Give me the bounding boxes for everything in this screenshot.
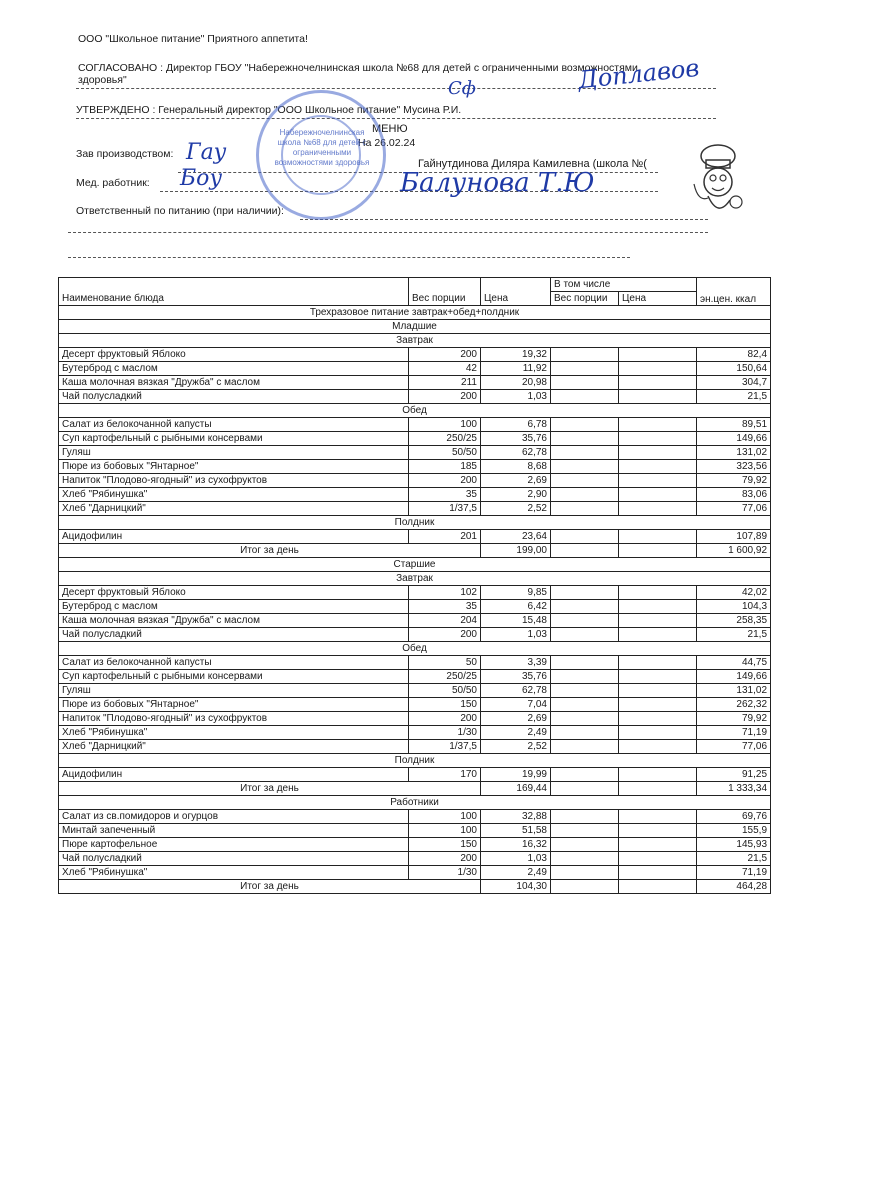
dish-name: Гуляш	[59, 684, 409, 698]
empty-cell	[619, 782, 697, 796]
menu-title: МЕНЮ	[372, 123, 408, 135]
dish-name: Десерт фруктовый Яблоко	[59, 586, 409, 600]
total-kcal: 1 600,92	[697, 544, 771, 558]
empty-cell	[551, 852, 619, 866]
table-row	[59, 866, 771, 880]
section-row	[59, 320, 771, 334]
dish-name: Суп картофельный с рыбными консервами	[59, 432, 409, 446]
dish-price: 8,68	[481, 460, 551, 474]
empty-cell	[619, 684, 697, 698]
dish-price: 2,49	[481, 866, 551, 880]
dish-price: 35,76	[481, 670, 551, 684]
empty-cell	[619, 544, 697, 558]
dish-kcal: 150,64	[697, 362, 771, 376]
empty-cell	[551, 824, 619, 838]
dish-portion: 50	[409, 656, 481, 670]
empty-cell	[551, 530, 619, 544]
dish-portion: 100	[409, 810, 481, 824]
dish-price: 6,78	[481, 418, 551, 432]
empty-cell	[551, 698, 619, 712]
dish-price: 15,48	[481, 614, 551, 628]
dish-price: 16,32	[481, 838, 551, 852]
dish-kcal: 42,02	[697, 586, 771, 600]
dish-kcal: 262,32	[697, 698, 771, 712]
empty-cell	[619, 390, 697, 404]
empty-cell	[551, 376, 619, 390]
empty-cell	[551, 432, 619, 446]
empty-cell	[619, 460, 697, 474]
empty-cell	[619, 838, 697, 852]
dish-kcal: 77,06	[697, 740, 771, 754]
table-row	[59, 698, 771, 712]
empty-cell	[619, 670, 697, 684]
dish-kcal: 107,89	[697, 530, 771, 544]
total-price: 199,00	[481, 544, 551, 558]
empty-cell	[619, 824, 697, 838]
header-energy: эн.цен. ккал	[697, 278, 771, 306]
dish-name: Бутерброд с маслом	[59, 600, 409, 614]
dish-kcal: 89,51	[697, 418, 771, 432]
table-row	[59, 712, 771, 726]
empty-cell	[619, 614, 697, 628]
agreed-line-cont: здоровья"	[78, 74, 127, 86]
section-row	[59, 642, 771, 656]
dish-price: 62,78	[481, 684, 551, 698]
dish-kcal: 155,9	[697, 824, 771, 838]
empty-cell	[551, 782, 619, 796]
dish-kcal: 304,7	[697, 376, 771, 390]
table-row	[59, 376, 771, 390]
agreed-line: СОГЛАСОВАНО : Директор ГБОУ "Набережночелнинская школа №68 для детей с ограниченными возможностями	[78, 62, 638, 74]
dish-name: Напиток "Плодово-ягодный" из сухофруктов	[59, 474, 409, 488]
table-row	[59, 614, 771, 628]
dish-portion: 35	[409, 488, 481, 502]
empty-cell	[551, 586, 619, 600]
empty-cell	[619, 628, 697, 642]
section-label: Работники	[59, 796, 771, 810]
empty-cell	[551, 810, 619, 824]
section-row	[59, 516, 771, 530]
dish-name: Хлеб "Дарницкий"	[59, 502, 409, 516]
table-row	[59, 530, 771, 544]
dish-name: Напиток "Плодово-ягодный" из сухофруктов	[59, 712, 409, 726]
dish-price: 1,03	[481, 852, 551, 866]
table-row	[59, 446, 771, 460]
dish-portion: 211	[409, 376, 481, 390]
total-row	[59, 880, 771, 894]
table-row	[59, 502, 771, 516]
dish-name: Хлеб "Дарницкий"	[59, 740, 409, 754]
section-row	[59, 754, 771, 768]
empty-cell	[551, 460, 619, 474]
dish-portion: 1/37,5	[409, 502, 481, 516]
table-row	[59, 670, 771, 684]
dish-kcal: 145,93	[697, 838, 771, 852]
dish-portion: 100	[409, 824, 481, 838]
production-head-label: Зав производством:	[76, 148, 174, 160]
empty-cell	[619, 866, 697, 880]
dish-price: 2,52	[481, 502, 551, 516]
dish-portion: 150	[409, 838, 481, 852]
dish-name: Каша молочная вязкая "Дружба" с маслом	[59, 376, 409, 390]
table-row	[59, 726, 771, 740]
table-row	[59, 838, 771, 852]
empty-cell	[551, 768, 619, 782]
approval-signature: Сф	[448, 78, 476, 99]
empty-cell	[619, 530, 697, 544]
dish-portion: 1/30	[409, 866, 481, 880]
section-row	[59, 334, 771, 348]
chef-mascot-icon	[688, 142, 750, 220]
dish-name: Салат из белокочанной капусты	[59, 656, 409, 670]
empty-cell	[619, 740, 697, 754]
responsible-label: Ответственный по питанию (при наличии):	[76, 205, 284, 217]
signature-line	[68, 232, 708, 233]
empty-cell	[619, 446, 697, 460]
menu-table	[58, 277, 771, 894]
dish-kcal: 131,02	[697, 446, 771, 460]
table-row	[59, 810, 771, 824]
empty-cell	[619, 600, 697, 614]
dish-name: Чай полусладкий	[59, 628, 409, 642]
dish-kcal: 131,02	[697, 684, 771, 698]
section-label: Полдник	[59, 516, 771, 530]
section-row	[59, 558, 771, 572]
dish-price: 7,04	[481, 698, 551, 712]
empty-cell	[619, 474, 697, 488]
official-stamp	[256, 90, 386, 220]
header-dish-name: Наименование блюда	[59, 278, 409, 306]
medic-label: Мед. работник:	[76, 177, 150, 189]
dish-kcal: 104,3	[697, 600, 771, 614]
dish-portion: 50/50	[409, 446, 481, 460]
total-row	[59, 544, 771, 558]
dish-price: 3,39	[481, 656, 551, 670]
section-row	[59, 796, 771, 810]
dish-price: 23,64	[481, 530, 551, 544]
empty-cell	[619, 768, 697, 782]
medic-name-signature: Балунова Т.Ю	[400, 168, 595, 198]
table-row	[59, 362, 771, 376]
dish-portion: 204	[409, 614, 481, 628]
empty-cell	[551, 446, 619, 460]
header-price: Цена	[481, 278, 551, 306]
table-row	[59, 348, 771, 362]
dish-name: Чай полусладкий	[59, 390, 409, 404]
empty-cell	[551, 684, 619, 698]
dish-portion: 250/25	[409, 670, 481, 684]
company-line: ООО "Школьное питание" Приятного аппетита!	[78, 33, 308, 45]
empty-cell	[619, 810, 697, 824]
dish-name: Десерт фруктовый Яблоко	[59, 348, 409, 362]
empty-cell	[551, 502, 619, 516]
table-row	[59, 390, 771, 404]
dish-portion: 102	[409, 586, 481, 600]
dish-portion: 250/25	[409, 432, 481, 446]
empty-cell	[551, 866, 619, 880]
dish-price: 9,85	[481, 586, 551, 600]
dish-portion: 150	[409, 698, 481, 712]
dish-portion: 200	[409, 712, 481, 726]
empty-cell	[619, 586, 697, 600]
section-label: Завтрак	[59, 334, 771, 348]
total-label: Итог за день	[59, 544, 481, 558]
total-price: 104,30	[481, 880, 551, 894]
dish-portion: 170	[409, 768, 481, 782]
empty-cell	[619, 362, 697, 376]
director-signature: Доплавов	[576, 53, 701, 95]
table-row	[59, 824, 771, 838]
empty-cell	[619, 880, 697, 894]
table-row	[59, 852, 771, 866]
dish-kcal: 21,5	[697, 852, 771, 866]
empty-cell	[619, 712, 697, 726]
dish-price: 32,88	[481, 810, 551, 824]
dish-name: Хлеб "Рябинушка"	[59, 488, 409, 502]
production-head-name: Гайнутдинова Диляра Камилевна (школа №(	[418, 158, 647, 170]
empty-cell	[551, 838, 619, 852]
dish-price: 11,92	[481, 362, 551, 376]
empty-cell	[551, 474, 619, 488]
dish-price: 2,49	[481, 726, 551, 740]
empty-cell	[551, 614, 619, 628]
total-price: 169,44	[481, 782, 551, 796]
section-row	[59, 404, 771, 418]
table-row	[59, 628, 771, 642]
dish-name: Ацидофилин	[59, 768, 409, 782]
empty-cell	[619, 488, 697, 502]
dish-kcal: 149,66	[697, 432, 771, 446]
dish-kcal: 258,35	[697, 614, 771, 628]
section-label: Завтрак	[59, 572, 771, 586]
total-label: Итог за день	[59, 782, 481, 796]
production-head-signature: Гау	[186, 140, 227, 165]
dish-kcal: 149,66	[697, 670, 771, 684]
dish-kcal: 71,19	[697, 726, 771, 740]
dish-kcal: 44,75	[697, 656, 771, 670]
signature-line	[76, 118, 716, 119]
dish-name: Хлеб "Рябинушка"	[59, 866, 409, 880]
dish-kcal: 69,76	[697, 810, 771, 824]
dish-price: 2,69	[481, 474, 551, 488]
dish-price: 51,58	[481, 824, 551, 838]
empty-cell	[551, 670, 619, 684]
dish-kcal: 79,92	[697, 474, 771, 488]
empty-cell	[619, 726, 697, 740]
empty-cell	[551, 348, 619, 362]
empty-cell	[619, 502, 697, 516]
dish-price: 2,90	[481, 488, 551, 502]
empty-cell	[551, 740, 619, 754]
dish-kcal: 77,06	[697, 502, 771, 516]
dish-name: Бутерброд с маслом	[59, 362, 409, 376]
empty-cell	[619, 698, 697, 712]
dish-price: 1,03	[481, 390, 551, 404]
empty-cell	[619, 656, 697, 670]
dish-name: Гуляш	[59, 446, 409, 460]
empty-cell	[551, 418, 619, 432]
dish-portion: 50/50	[409, 684, 481, 698]
medic-signature: Боу	[180, 166, 223, 191]
total-label: Итог за день	[59, 880, 481, 894]
dish-name: Ацидофилин	[59, 530, 409, 544]
dish-kcal: 83,06	[697, 488, 771, 502]
menu-date: На 26.02.24	[358, 137, 416, 149]
section-label: Полдник	[59, 754, 771, 768]
approved-line: УТВЕРЖДЕНО : Генеральный директор "ООО Школьное питание" Мусина Р.И.	[76, 104, 462, 116]
dish-portion: 1/30	[409, 726, 481, 740]
section-label: Младшие	[59, 320, 771, 334]
section-row	[59, 306, 771, 320]
dish-portion: 200	[409, 474, 481, 488]
section-row	[59, 572, 771, 586]
empty-cell	[551, 628, 619, 642]
total-kcal: 1 333,34	[697, 782, 771, 796]
empty-cell	[551, 656, 619, 670]
empty-cell	[551, 488, 619, 502]
section-label: Трехразовое питание завтрак+обед+полдник	[59, 306, 771, 320]
empty-cell	[551, 880, 619, 894]
empty-cell	[619, 376, 697, 390]
empty-cell	[551, 390, 619, 404]
dish-price: 1,03	[481, 628, 551, 642]
dish-price: 6,42	[481, 600, 551, 614]
dish-price: 19,99	[481, 768, 551, 782]
dish-portion: 1/37,5	[409, 740, 481, 754]
dish-price: 35,76	[481, 432, 551, 446]
dish-name: Пюре из бобовых "Янтарное"	[59, 460, 409, 474]
dish-price: 2,69	[481, 712, 551, 726]
dish-name: Чай полусладкий	[59, 852, 409, 866]
dish-portion: 201	[409, 530, 481, 544]
empty-cell	[551, 544, 619, 558]
table-row	[59, 586, 771, 600]
header-portion: Вес порции	[409, 278, 481, 306]
header-including: В том числе	[551, 278, 697, 292]
dish-kcal: 71,19	[697, 866, 771, 880]
dish-name: Суп картофельный с рыбными консервами	[59, 670, 409, 684]
dish-name: Пюре картофельное	[59, 838, 409, 852]
table-row	[59, 418, 771, 432]
dish-kcal: 91,25	[697, 768, 771, 782]
dish-price: 2,52	[481, 740, 551, 754]
dish-portion: 200	[409, 390, 481, 404]
section-label: Обед	[59, 642, 771, 656]
dish-kcal: 21,5	[697, 390, 771, 404]
dish-portion: 200	[409, 348, 481, 362]
table-row	[59, 740, 771, 754]
empty-cell	[619, 418, 697, 432]
dish-portion: 100	[409, 418, 481, 432]
table-row	[59, 684, 771, 698]
table-row	[59, 768, 771, 782]
dish-price: 19,32	[481, 348, 551, 362]
signature-line	[68, 257, 630, 258]
section-label: Обед	[59, 404, 771, 418]
dish-portion: 200	[409, 628, 481, 642]
signature-line	[300, 219, 708, 220]
stamp-text: Набережночелнинская школа №68 для детей с ограниченными возможностями здоровья	[274, 128, 370, 167]
table-row	[59, 600, 771, 614]
dish-name: Пюре из бобовых "Янтарное"	[59, 698, 409, 712]
dish-price: 20,98	[481, 376, 551, 390]
dish-kcal: 79,92	[697, 712, 771, 726]
total-row	[59, 782, 771, 796]
dish-portion: 200	[409, 852, 481, 866]
dish-portion: 35	[409, 600, 481, 614]
dish-name: Салат из св.помидоров и огурцов	[59, 810, 409, 824]
dish-name: Минтай запеченный	[59, 824, 409, 838]
menu-table-body	[59, 306, 771, 894]
total-kcal: 464,28	[697, 880, 771, 894]
table-header-row	[59, 278, 771, 292]
dish-kcal: 82,4	[697, 348, 771, 362]
dish-price: 62,78	[481, 446, 551, 460]
dish-portion: 42	[409, 362, 481, 376]
empty-cell	[619, 348, 697, 362]
empty-cell	[551, 712, 619, 726]
empty-cell	[551, 726, 619, 740]
table-row	[59, 432, 771, 446]
empty-cell	[619, 852, 697, 866]
empty-cell	[551, 362, 619, 376]
dish-name: Хлеб "Рябинушка"	[59, 726, 409, 740]
header-sub-price: Цена	[619, 292, 697, 306]
table-row	[59, 488, 771, 502]
dish-kcal: 323,56	[697, 460, 771, 474]
table-row	[59, 460, 771, 474]
header-sub-portion: Вес порции	[551, 292, 619, 306]
empty-cell	[619, 432, 697, 446]
dish-portion: 185	[409, 460, 481, 474]
table-row	[59, 474, 771, 488]
dish-kcal: 21,5	[697, 628, 771, 642]
dish-name: Салат из белокочанной капусты	[59, 418, 409, 432]
table-row	[59, 656, 771, 670]
dish-name: Каша молочная вязкая "Дружба" с маслом	[59, 614, 409, 628]
section-label: Старшие	[59, 558, 771, 572]
empty-cell	[551, 600, 619, 614]
